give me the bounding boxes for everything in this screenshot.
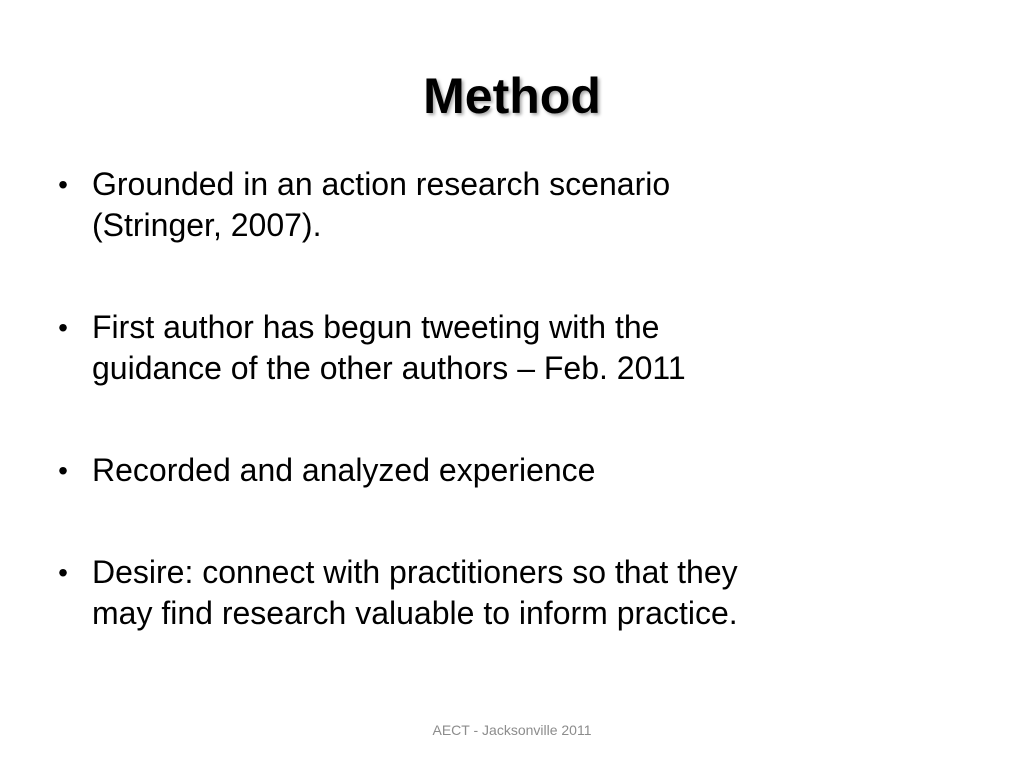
bullet-item [52, 164, 982, 246]
slide-title: Method [423, 68, 601, 124]
bullet-text-line: may find research valuable to inform practice. [92, 595, 738, 631]
bullet-dot-icon: • [58, 455, 68, 486]
bullet-text-line: Grounded in an action research scenario [92, 166, 671, 202]
bullet-text-line: Recorded and analyzed experience [92, 452, 596, 488]
bullet-dot-icon: • [58, 169, 68, 200]
bullet-text-line: guidance of the other authors – Feb. 2011 [92, 350, 686, 386]
slide-footer: AECT - Jacksonville 2011 [432, 722, 592, 738]
bullet-dot-icon: • [58, 312, 68, 343]
bullet-item [52, 552, 982, 634]
bullet-item [52, 450, 982, 491]
bullet-item [52, 307, 982, 389]
bullet-list [52, 164, 982, 634]
bullet-text-line: Desire: connect with practitioners so that they [92, 554, 738, 590]
bullet-text-line: First author has begun tweeting with the [92, 309, 660, 345]
bullet-text-line: (Stringer, 2007). [92, 207, 322, 243]
bullet-dot-icon: • [58, 557, 68, 588]
